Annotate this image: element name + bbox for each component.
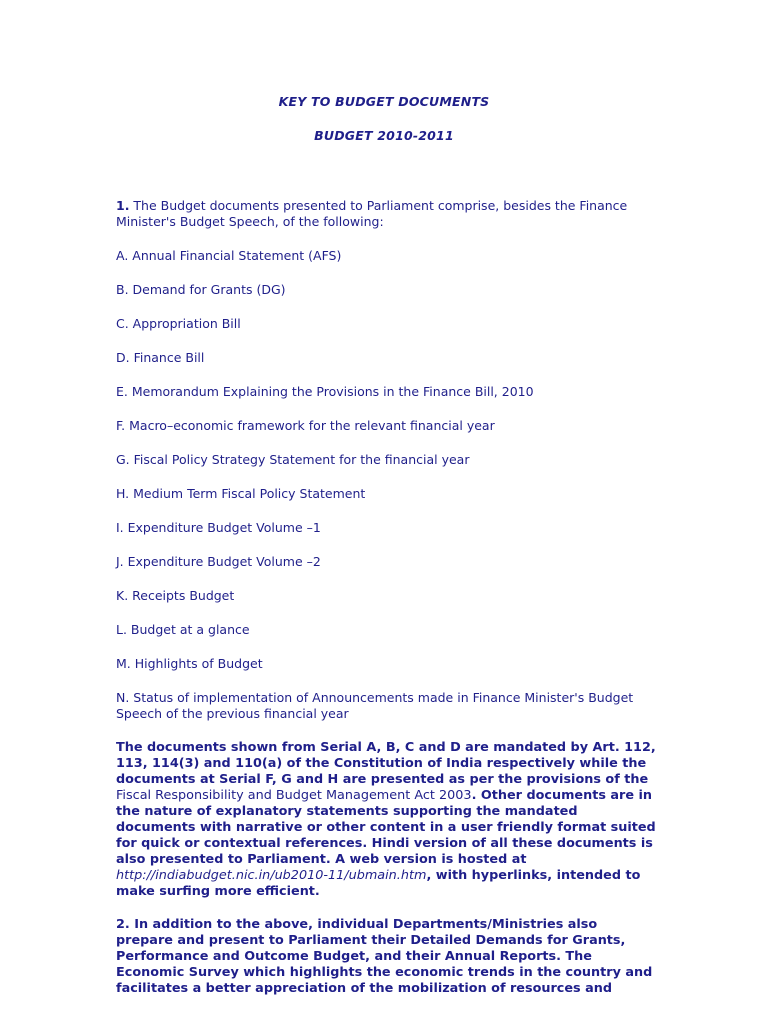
list-item: K. Receipts Budget	[116, 588, 235, 603]
list-item: D. Finance Bill	[116, 350, 205, 365]
list-item: I. Expenditure Budget Volume –1	[116, 520, 321, 535]
list-item: N. Status of implementation of Announcements made in Finance Minister's Budget Speech of the previous financial year	[116, 690, 634, 721]
list-item: J. Expenditure Budget Volume –2	[116, 554, 321, 569]
paragraph-2: 2. In addition to the above, individual Departments/Ministries also prepare and present to Parliament their Detailed Demands for Grants, Performance and Outcome Budget, and their Annual Reports. The Economic Survey which highlights the economic trends in the country and facilitates a better appreciation of the mobilization of resources and	[116, 917, 653, 996]
document-subtitle: BUDGET 2010-2011	[314, 128, 454, 143]
mandate-text-3: , with hyperlinks, intended to make surfing more efficient.	[116, 868, 641, 899]
act-name: Fiscal Responsibility and Budget Management Act 2003	[116, 788, 472, 803]
intro-paragraph	[116, 198, 656, 230]
web-url-link[interactable]: http://indiabudget.nic.in/ub2010-11/ubmain.htm	[116, 868, 427, 883]
list-item: F. Macro–economic framework for the relevant financial year	[116, 418, 495, 433]
document-list	[116, 248, 656, 722]
list-item: G. Fiscal Policy Strategy Statement for the financial year	[116, 452, 470, 467]
list-item: H. Medium Term Fiscal Policy Statement	[116, 486, 366, 501]
list-item: L. Budget at a glance	[116, 622, 250, 637]
document-title: KEY TO BUDGET DOCUMENTS	[278, 94, 490, 109]
list-item: M. Highlights of Budget	[116, 656, 263, 671]
mandate-text-1: The documents shown from Serial A, B, C and D are mandated by Art. 112, 113, 114(3) and 110(a) of the Constitution of India respectively while the documents at Serial F, G and H are presented as per the provisions of the	[116, 740, 656, 787]
intro-text: The Budget documents presented to Parliament comprise, besides the Finance Minister's Budget Speech, of the following:	[116, 198, 628, 229]
intro-number: 1.	[116, 198, 130, 213]
mandate-text-2: . Other documents are in the nature of explanatory statements supporting the mandated documents with narrative or other content in a user friendly format suited for quick or contextual references. Hindi version of all these documents is also presented to Parliament. A web version is hosted at	[116, 788, 656, 867]
list-item: B. Demand for Grants (DG)	[116, 282, 286, 297]
document-body	[116, 198, 656, 1014]
list-item: E. Memorandum Explaining the Provisions in the Finance Bill, 2010	[116, 384, 534, 399]
mandate-paragraph	[116, 740, 656, 900]
list-item: C. Appropriation Bill	[116, 316, 241, 331]
list-item: A. Annual Financial Statement (AFS)	[116, 248, 342, 263]
